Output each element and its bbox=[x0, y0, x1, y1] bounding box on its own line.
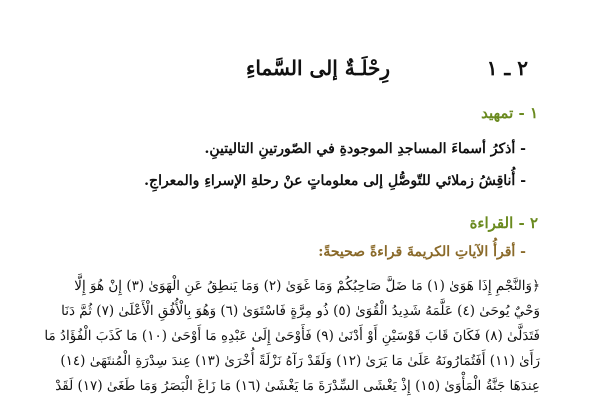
verse-line: رَأَىٰ (١١) أَفَتُمَارُونَهُ عَلَىٰ مَا يَرَىٰ (١٢) وَلَقَدْ رَآهُ نَزْلَةً أُخْرَىٰ (١٣) عِندَ سِدْرَةِ الْمُنتَهَىٰ (١٤) bbox=[60, 353, 540, 369]
lesson-header bbox=[60, 56, 540, 86]
verse-line: فَتَدَلَّىٰ (٨) فَكَانَ قَابَ قَوْسَيْنِ أَوْ أَدْنَىٰ (٩) فَأَوْحَىٰ إِلَىٰ عَبْدِهِ مَا أَوْحَىٰ (١٠) مَا كَذَبَ الْفُؤَادُ مَا bbox=[44, 328, 540, 344]
lesson-title: رِحْلَـةٌ إلى السَّماءِ bbox=[245, 56, 390, 80]
intro-bullet: - أذكرُ أسماءَ المساجدِ الموجودةِ في الصّورتينِ التاليتينِ. bbox=[204, 141, 526, 157]
verse-line: وَحْيٌ يُوحَىٰ (٤) عَلَّمَهُ شَدِيدُ الْقُوَىٰ (٥) ذُو مِرَّةٍ فَاسْتَوَىٰ (٦) وَهُوَ بِالْأُفُقِ الْأَعْلَىٰ (٧) ثُمَّ دَنَا bbox=[61, 303, 540, 319]
verse-line: عِندَهَا جَنَّةُ الْمَأْوَىٰ (١٥) إِذْ يَغْشَى السِّدْرَةَ مَا يَغْشَىٰ (١٦) مَا زَاغَ الْبَصَرُ وَمَا طَغَىٰ (١٧) لَقَدْ bbox=[55, 378, 540, 394]
verse-line: ﴿وَالنَّجْمِ إِذَا هَوَىٰ (١) مَا ضَلَّ صَاحِبُكُمْ وَمَا غَوَىٰ (٢) وَمَا يَنطِقُ عَنِ الْهَوَىٰ (٣) إِنْ هُوَ إِلَّا bbox=[74, 278, 540, 294]
section-heading-reading: ٢ - القراءة bbox=[469, 214, 538, 232]
reading-instruction: - أقرأُ الآياتِ الكريمةَ قراءةً صحيحةً: bbox=[318, 244, 526, 260]
quran-verses bbox=[44, 274, 540, 405]
lesson-number: ٢ ـ ١ bbox=[486, 56, 528, 80]
section-heading-intro: ١ - تمهيد bbox=[481, 104, 538, 122]
intro-bullet: - أُناقِشُ زملائي للتّوصُّلِ إلى معلوماتٍ عنْ رحلةِ الإسراءِ والمعراجِ. bbox=[144, 173, 526, 189]
